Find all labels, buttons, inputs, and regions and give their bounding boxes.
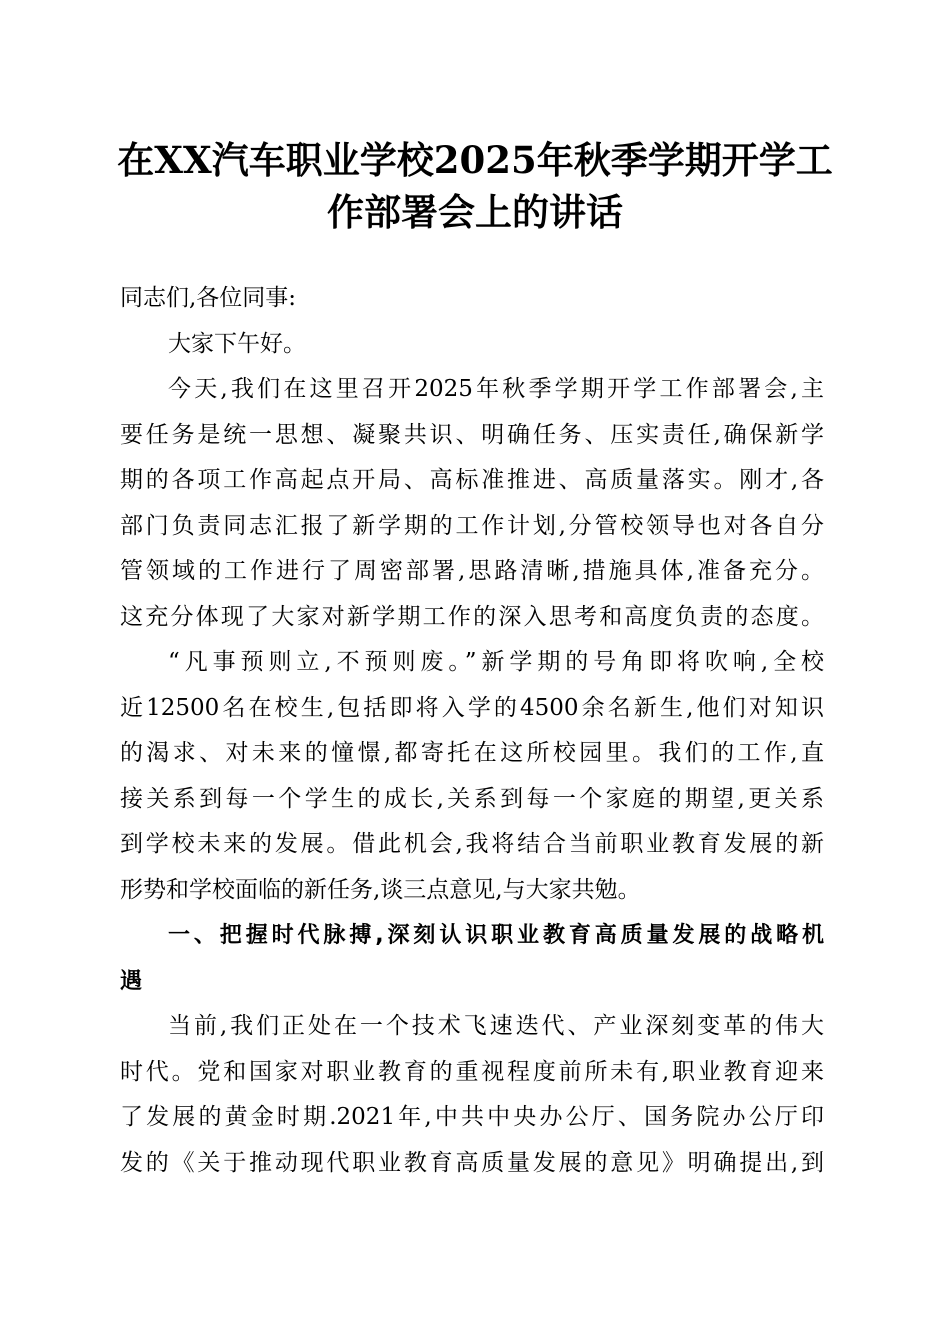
- paragraph-line: 近12500名在校生,包括即将入学的4500余名新生,他们对知识: [120, 694, 824, 721]
- paragraph-line: 当前,我们正处在一个技术飞速迭代、产业深刻变革的伟大: [168, 1013, 824, 1039]
- paragraph-line: 今天,我们在这里召开2025年秋季学期开学工作部署会,主: [168, 376, 824, 402]
- title-line: 在XX汽车职业学校2025年秋季学期开学工: [117, 138, 833, 182]
- section-heading: [120, 913, 824, 1004]
- section-heading-line: 一、把握时代脉搏,深刻认识职业教育高质量发展的战略机: [168, 923, 824, 948]
- paragraph-line: 这充分体现了大家对新学期工作的深入思考和高度负责的态度。: [120, 603, 824, 630]
- paragraph-line: 的渴求、对未来的憧憬,都寄托在这所校园里。我们的工作,直: [120, 740, 824, 766]
- paragraph-line: 了发展的黄金时期.2021年,中共中央办公厅、国务院办公厅印: [120, 1104, 824, 1130]
- paragraph-line: 期的各项工作高起点开局、高标准推进、高质量落实。刚才,各: [120, 467, 824, 493]
- section-heading-line: 遇: [120, 968, 143, 994]
- paragraph-line: 接关系到每一个学生的成长,关系到每一个家庭的期望,更关系: [120, 785, 824, 812]
- greeting: 大家下午好。: [168, 330, 306, 357]
- paragraph-line: 到学校未来的发展。借此机会,我将结合当前职业教育发展的新: [120, 831, 824, 857]
- document-body: [120, 276, 824, 1186]
- paragraph-line: 时代。党和国家对职业教育的重视程度前所未有,职业教育迎来: [120, 1058, 824, 1085]
- paragraph-line: 发的《关于推动现代职业教育高质量发展的意见》明确提出,到: [120, 1149, 824, 1176]
- paragraph-context: [120, 1004, 824, 1186]
- paragraph-line: 要任务是统一思想、凝聚共识、明确任务、压实责任,确保新学: [120, 421, 824, 448]
- paragraph-line: 形势和学校面临的新任务,谈三点意见,与大家共勉。: [120, 876, 641, 903]
- paragraph-quote: [120, 640, 824, 913]
- document-title: [110, 134, 840, 238]
- paragraph-line: “凡事预则立,不预则废。”新学期的号角即将吹响,全校: [168, 649, 824, 675]
- salutation: 同志们,各位同事:: [120, 285, 297, 311]
- paragraph-opening: [120, 367, 824, 640]
- paragraph-line: 部门负责同志汇报了新学期的工作计划,分管校领导也对各自分: [120, 512, 824, 539]
- paragraph-line: 管领域的工作进行了周密部署,思路清晰,措施具体,准备充分。: [120, 558, 824, 584]
- title-line: 作部署会上的讲话: [327, 190, 623, 234]
